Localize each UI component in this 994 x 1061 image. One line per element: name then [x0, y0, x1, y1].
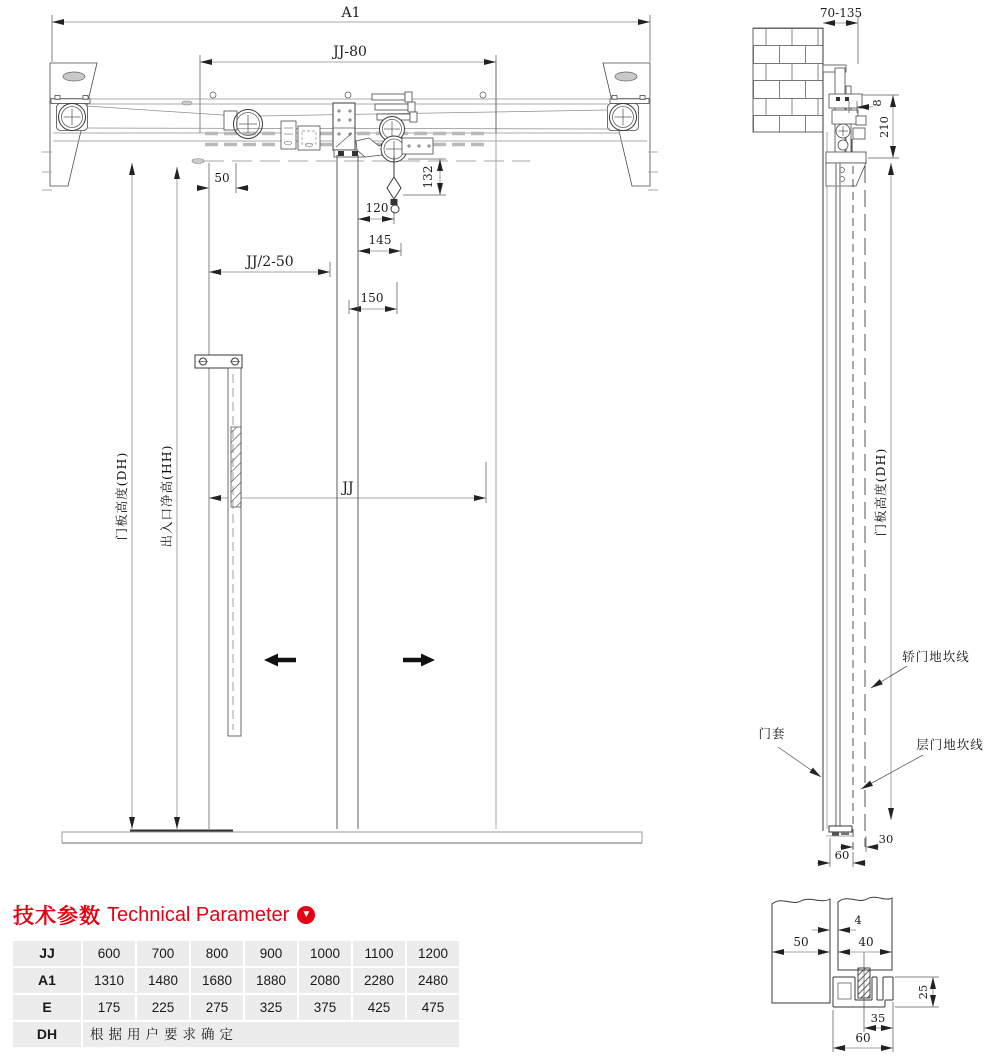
arrow-right-icon: [403, 654, 435, 667]
door-panels: [195, 62, 496, 829]
technical-parameters-title: [13, 902, 483, 928]
dim-det-25-text: 25: [916, 984, 930, 1000]
dim-jj2-50-text: JJ/2-50: [246, 254, 294, 270]
title-chinese: 技术参数: [13, 905, 101, 928]
height-dimensions: [114, 163, 177, 829]
table-cell: 275: [191, 995, 243, 1020]
table-cell: 1000: [299, 941, 351, 966]
dim-50-text: 50: [214, 171, 230, 185]
dim-a1-text: A1: [341, 5, 361, 21]
label-door-height: 门板高度(DH): [114, 451, 129, 541]
detail-door-panel: [838, 897, 892, 970]
sill-line-labels: [758, 649, 983, 789]
table-cell-dh-note: 根据用户要求确定: [83, 1022, 459, 1047]
dim-det-60-text: 60: [855, 1031, 871, 1045]
side-view: [753, 6, 984, 867]
dim-145-text: 145: [368, 233, 392, 247]
table-cell: 2480: [407, 968, 459, 993]
table-cell: 700: [137, 941, 189, 966]
dim-70-135-text: 70-135: [819, 6, 863, 20]
dim-det-35-text: 35: [870, 1011, 886, 1025]
dim-60-side: [817, 838, 866, 867]
arrow-left-icon: [264, 654, 296, 667]
technical-parameters-section: [13, 902, 483, 1047]
side-door-panels: [826, 162, 865, 852]
left-bracket: [42, 63, 97, 190]
dim-wall-gap: [820, 6, 862, 64]
table-cell: 1480: [137, 968, 189, 993]
dim-det-4-text: 4: [854, 913, 862, 927]
dim-det-40-text: 40: [858, 935, 874, 949]
row-label: JJ: [13, 941, 81, 966]
table-cell: 1310: [83, 968, 135, 993]
dim-det-50-text: 50: [793, 935, 809, 949]
dim-60-side-text: 60: [834, 848, 850, 862]
dim-210-text: 210: [877, 116, 891, 138]
dim-JJ: [209, 462, 486, 503]
dim-jj80-text: JJ-80: [333, 44, 367, 60]
table-cell: 475: [407, 995, 459, 1020]
dim-132-text: 132: [421, 165, 435, 189]
down-triangle-icon: ▼: [297, 906, 315, 924]
table-cell: 425: [353, 995, 405, 1020]
table-cell: 2280: [353, 968, 405, 993]
side-hanger-mechanism: [823, 65, 866, 186]
table-cell: 225: [137, 995, 189, 1020]
door-direction-arrows: [264, 654, 435, 667]
detail-jamb-panel: [772, 899, 830, 1003]
table-cell: 175: [83, 995, 135, 1020]
dim-8-text: 8: [870, 99, 884, 107]
dim-jj-text: JJ: [342, 480, 354, 496]
title-english: Technical Parameter: [107, 903, 290, 926]
dim-120-text: 120: [365, 201, 389, 215]
table-cell: 375: [299, 995, 351, 1020]
floor-line: [62, 831, 642, 844]
right-bracket: [603, 63, 658, 190]
label-clear-height: 出入口净高(HH): [159, 444, 174, 548]
table-cell: 900: [245, 941, 297, 966]
row-label: DH: [13, 1022, 81, 1047]
label-landing-sill: 层门地坎线: [916, 737, 984, 752]
table-cell: 2080: [299, 968, 351, 993]
dim-30-text: 30: [878, 832, 894, 846]
table-cell: 800: [191, 941, 243, 966]
table-cell: 1880: [245, 968, 297, 993]
table-cell: 600: [83, 941, 135, 966]
parameters-table: [13, 941, 459, 1047]
row-label: A1: [13, 968, 81, 993]
front-view: [42, 5, 658, 843]
wall-section: [753, 28, 827, 831]
table-cell: 1680: [191, 968, 243, 993]
table-cell: 325: [245, 995, 297, 1020]
dim-side-door-height: [873, 163, 891, 820]
dim-150-text: 150: [360, 291, 384, 305]
table-cell: 1100: [353, 941, 405, 966]
label-side-door-height: 门板高度(DH): [873, 447, 888, 537]
label-jamb: 门套: [758, 726, 786, 741]
label-car-sill: 轿门地坎线: [902, 649, 970, 664]
row-label: E: [13, 995, 81, 1020]
sill-detail-view: [772, 897, 939, 1052]
table-cell: 1200: [407, 941, 459, 966]
